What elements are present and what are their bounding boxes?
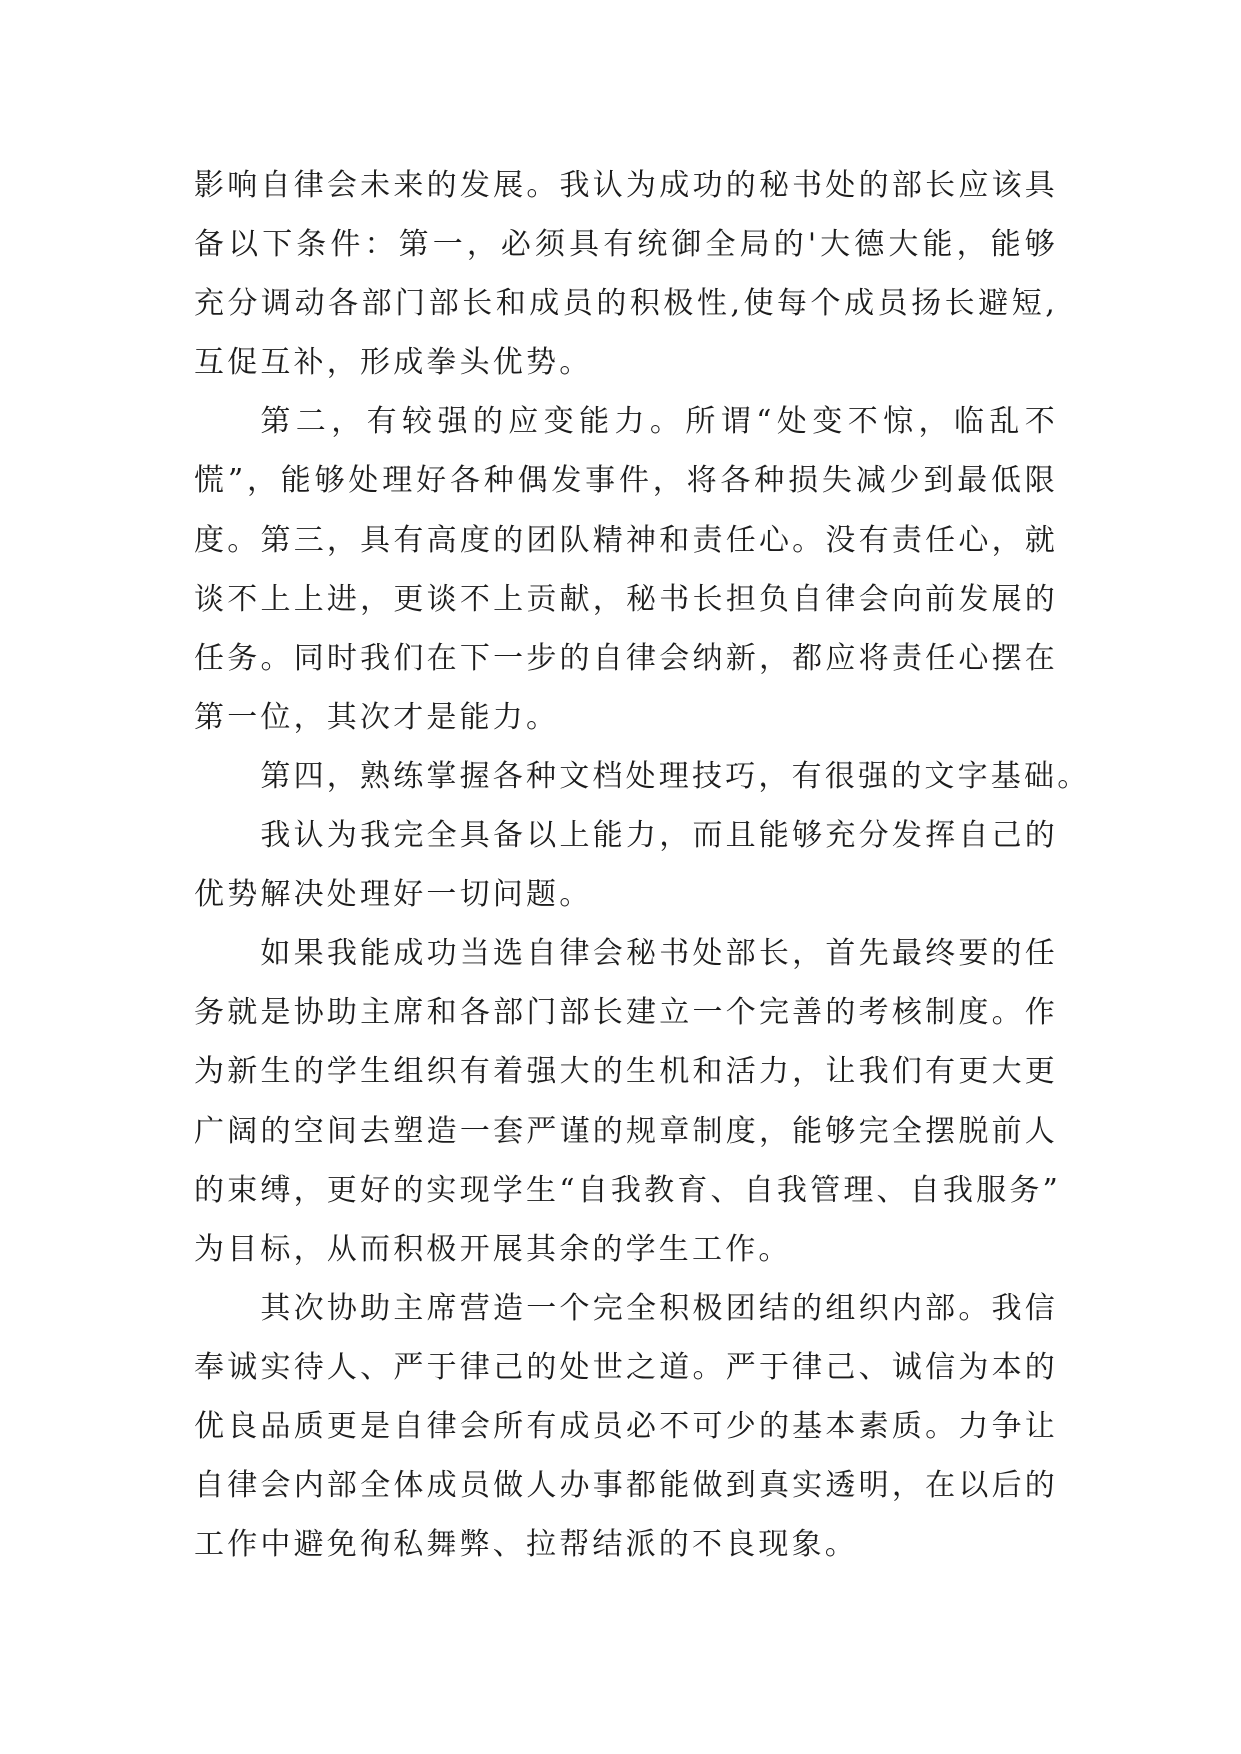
- text-line: 第四，熟练掌握各种文档处理技巧，有很强的文字基础。: [260, 758, 1091, 794]
- text-line: 如果我能成功当选自律会秘书处部长，首先最终要的任: [260, 936, 1058, 972]
- text-line: 备以下条件：第一，必须具有统御全局的'大德大能，能够: [194, 227, 1058, 263]
- text-line: 为目标，从而积极开展其余的学生工作。: [194, 1231, 792, 1267]
- paragraph: [194, 1279, 1058, 1574]
- text-line: 自律会内部全体成员做人办事都能做到真实透明，在以后的: [194, 1468, 1058, 1504]
- text-line: 慌”，能够处理好各种偶发事件，将各种损失减少到最低限: [194, 463, 1058, 499]
- text-line: 谈不上上进，更谈不上贡献，秘书长担负自律会向前发展的: [194, 581, 1058, 617]
- text-line: 互促互补，形成拳头优势。: [194, 345, 593, 381]
- paragraph: [194, 806, 1058, 924]
- document-body: [194, 156, 1091, 1574]
- text-line: 度。第三，具有高度的团队精神和责任心。没有责任心，就: [194, 522, 1058, 558]
- text-line: 影响自律会未来的发展。我认为成功的秘书处的部长应该具: [194, 168, 1058, 203]
- paragraph: [194, 924, 1062, 1279]
- text-line: 第二，有较强的应变能力。所谓“处变不惊，临乱不: [260, 404, 1058, 440]
- text-line: 第一位，其次才是能力。: [194, 699, 560, 735]
- text-line: 任务。同时我们在下一步的自律会纳新，都应将责任心摆在: [194, 640, 1058, 676]
- text-line: 充分调动各部门部长和成员的积极性,使每个成员扬长避短,: [194, 286, 1058, 322]
- paragraph: [194, 392, 1058, 747]
- text-line: 优良品质更是自律会所有成员必不可少的基本素质。力争让: [194, 1408, 1058, 1444]
- text-line: 工作中避免徇私舞弊、拉帮结派的不良现象。: [194, 1527, 858, 1563]
- text-line: 奉诚实待人、严于律己的处世之道。严于律己、诚信为本的: [194, 1349, 1058, 1385]
- text-line: 为新生的学生组织有着强大的生机和活力，让我们有更大更: [194, 1054, 1058, 1090]
- text-line: 优势解决处理好一切问题。: [194, 877, 593, 913]
- text-line: 广阔的空间去塑造一套严谨的规章制度，能够完全摆脱前人: [194, 1113, 1058, 1149]
- text-line: 其次协助主席营造一个完全积极团结的组织内部。我信: [260, 1290, 1058, 1326]
- paragraph: [194, 156, 1058, 392]
- text-line: 我认为我完全具备以上能力，而且能够充分发挥自己的: [260, 818, 1058, 854]
- paragraph: [194, 747, 1091, 806]
- text-line: 务就是协助主席和各部门部长建立一个完善的考核制度。作: [194, 995, 1058, 1031]
- text-line: 的束缚，更好的实现学生“自我教育、自我管理、自我服务”: [194, 1172, 1062, 1208]
